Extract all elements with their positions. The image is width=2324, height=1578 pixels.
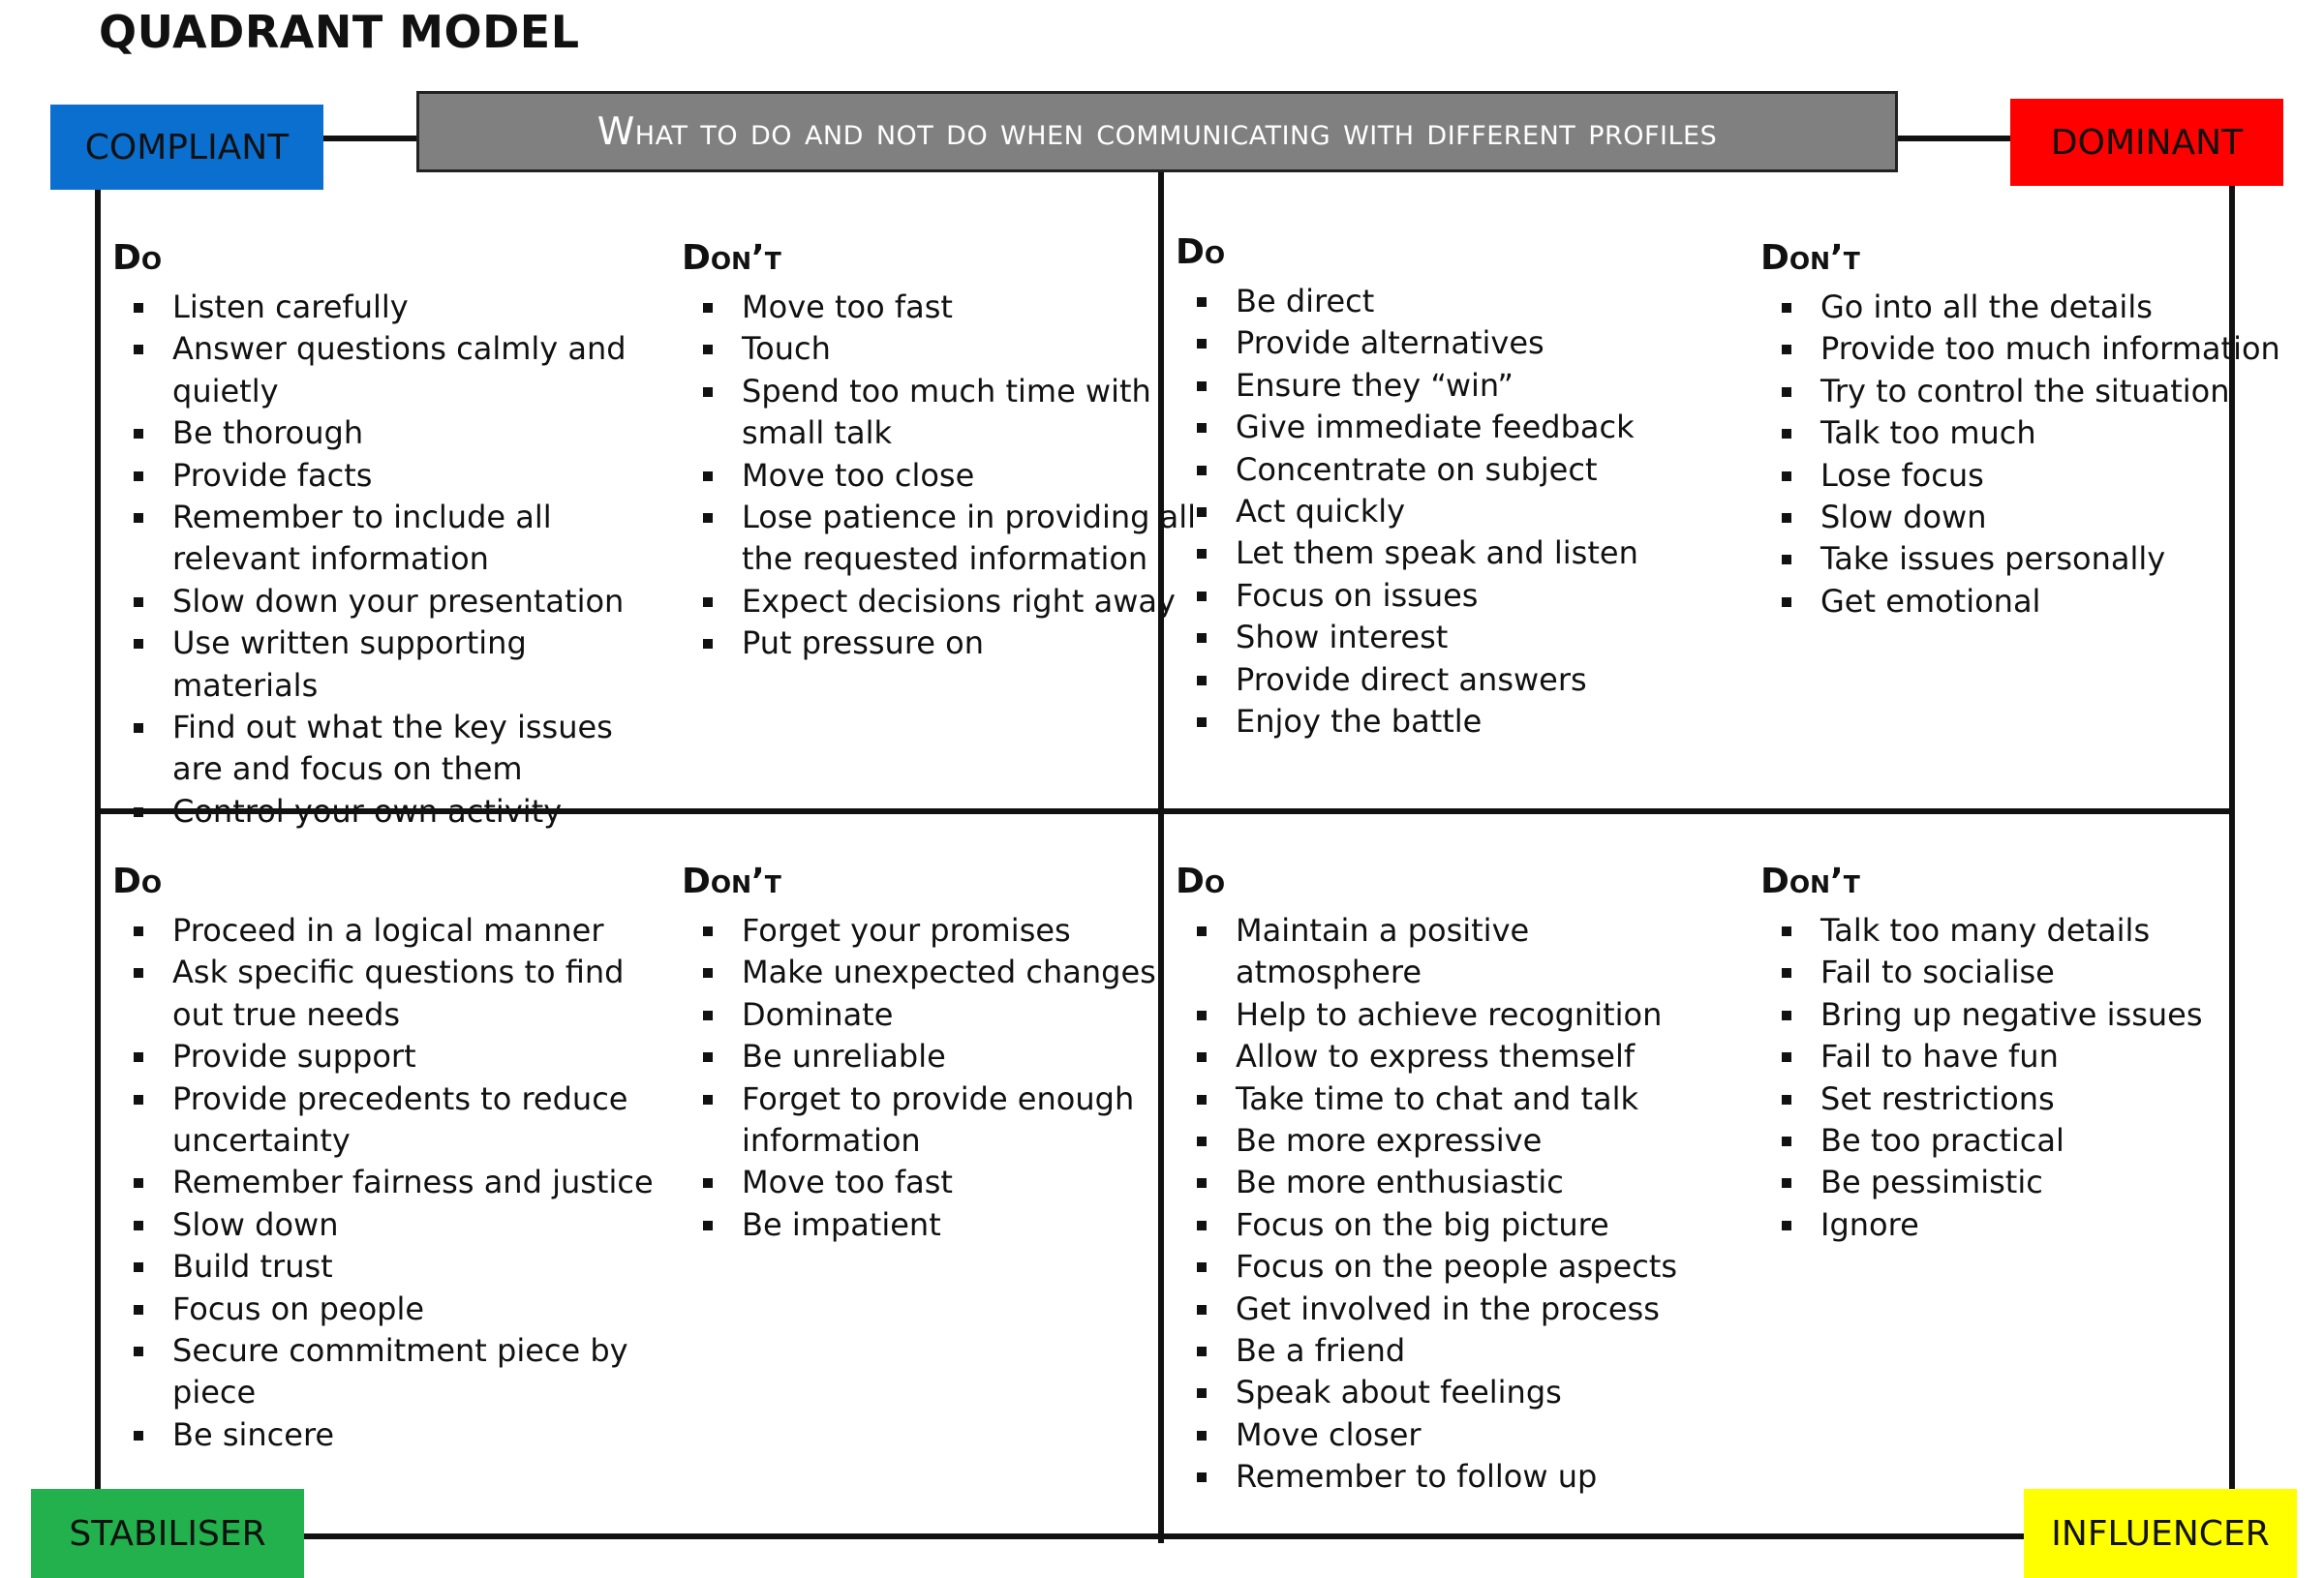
list-item: Talk too many details	[1760, 910, 2303, 952]
list-item: Talk too much	[1760, 412, 2303, 454]
list-item: Ensure they “win”	[1176, 365, 1718, 407]
list-item: Fail to have fun	[1760, 1036, 2303, 1077]
dont-heading: Don’t	[1760, 238, 1860, 278]
list-item: Be a friend	[1176, 1330, 1718, 1372]
list-item: Provide facts	[112, 455, 655, 497]
list-item: Be pessimistic	[1760, 1162, 2303, 1203]
list-item: Allow to express themself	[1176, 1036, 1718, 1077]
stabiliser-do-column	[112, 860, 655, 1456]
list-item: Expect decisions right away	[682, 581, 1224, 622]
list-item: Listen carefully	[112, 287, 655, 328]
list-item: Lose patience in providing all the requested information	[682, 497, 1224, 581]
list-item: Focus on people	[112, 1289, 655, 1330]
list-item: Provide support	[112, 1036, 655, 1077]
list-item: Spend too much time with small talk	[682, 371, 1224, 455]
list-item: Slow down	[1760, 497, 2303, 538]
top-border-left	[323, 136, 420, 141]
list-item: Be sincere	[112, 1414, 655, 1456]
list-item: Try to control the situation	[1760, 371, 2303, 412]
list-item: Secure commitment piece by piece	[112, 1330, 655, 1414]
list-item: Go into all the details	[1760, 287, 2303, 328]
list-item: Forget your promises	[682, 910, 1224, 952]
list-item: Provide too much information	[1760, 328, 2303, 370]
list-item: Get emotional	[1760, 581, 2303, 622]
page-title: QUADRANT MODEL	[99, 6, 580, 58]
list-item: Use written supporting materials	[112, 622, 655, 707]
top-border-right	[1896, 136, 2012, 141]
dont-heading: Don’t	[682, 238, 781, 278]
list-item: Control your own activity	[112, 791, 655, 833]
list-item: Provide alternatives	[1176, 322, 1718, 364]
list-item: Act quickly	[1176, 491, 1718, 532]
stabiliser-dont-list	[682, 910, 1224, 1246]
left-border	[95, 188, 101, 1491]
list-item: Enjoy the battle	[1176, 701, 1718, 743]
dominant-label: DOMINANT	[2010, 99, 2283, 186]
list-item: Be thorough	[112, 412, 655, 454]
list-item: Let them speak and listen	[1176, 532, 1718, 574]
list-item: Give immediate feedback	[1176, 407, 1718, 448]
list-item: Help to achieve recognition	[1176, 994, 1718, 1036]
list-item: Bring up negative issues	[1760, 994, 2303, 1036]
compliant-do-column	[112, 236, 655, 833]
list-item: Proceed in a logical manner	[112, 910, 655, 952]
list-item: Put pressure on	[682, 622, 1224, 664]
list-item: Provide precedents to reduce uncertainty	[112, 1078, 655, 1163]
list-item: Forget to provide enough information	[682, 1078, 1224, 1163]
stabiliser-dont-column	[682, 860, 1224, 1246]
do-heading: Do	[1176, 232, 1226, 272]
list-item: Be unreliable	[682, 1036, 1224, 1077]
list-item: Ask specific questions to find out true needs	[112, 952, 655, 1036]
list-item: Be too practical	[1760, 1120, 2303, 1162]
compliant-dont-list	[682, 287, 1224, 665]
do-heading: Do	[1176, 862, 1226, 901]
stabiliser-label: STABILISER	[31, 1489, 304, 1578]
list-item: Find out what the key issues are and focus on them	[112, 707, 655, 791]
dominant-dont-column	[1760, 236, 2303, 622]
dominant-do-list	[1176, 281, 1718, 743]
list-item: Remember fairness and justice	[112, 1162, 655, 1203]
dominant-do-column	[1176, 230, 1718, 743]
dominant-dont-list	[1760, 287, 2303, 622]
list-item: Build trust	[112, 1246, 655, 1288]
compliant-label: COMPLIANT	[50, 105, 323, 190]
list-item: Provide direct answers	[1176, 659, 1718, 701]
list-item: Move closer	[1176, 1414, 1718, 1456]
stabiliser-do-list	[112, 910, 655, 1456]
list-item: Show interest	[1176, 617, 1718, 658]
compliant-dont-column	[682, 236, 1224, 665]
list-item: Move too close	[682, 455, 1224, 497]
list-item: Focus on the big picture	[1176, 1204, 1718, 1246]
do-heading: Do	[112, 862, 163, 901]
dont-heading: Don’t	[682, 862, 781, 901]
dont-heading: Don’t	[1760, 862, 1860, 901]
list-item: Fail to socialise	[1760, 952, 2303, 993]
influencer-dont-column	[1760, 860, 2303, 1246]
influencer-do-column	[1176, 860, 1718, 1499]
list-item: Move too fast	[682, 287, 1224, 328]
list-item: Slow down	[112, 1204, 655, 1246]
list-item: Be direct	[1176, 281, 1718, 322]
bottom-border	[302, 1533, 2026, 1539]
list-item: Take issues personally	[1760, 538, 2303, 580]
list-item: Maintain a positive atmosphere	[1176, 910, 1718, 994]
influencer-do-list	[1176, 910, 1718, 1499]
list-item: Touch	[682, 328, 1224, 370]
list-item: Get involved in the process	[1176, 1289, 1718, 1330]
list-item: Set restrictions	[1760, 1078, 2303, 1120]
list-item: Make unexpected changes	[682, 952, 1224, 993]
list-item: Focus on issues	[1176, 575, 1718, 617]
list-item: Be impatient	[682, 1204, 1224, 1246]
list-item: Remember to include all relevant information	[112, 497, 655, 581]
compliant-do-list	[112, 287, 655, 833]
list-item: Lose focus	[1760, 455, 2303, 497]
influencer-dont-list	[1760, 910, 2303, 1246]
list-item: Remember to follow up	[1176, 1456, 1718, 1498]
list-item: Speak about feelings	[1176, 1372, 1718, 1413]
list-item: Take time to chat and talk	[1176, 1078, 1718, 1120]
do-heading: Do	[112, 238, 163, 278]
list-item: Answer questions calmly and quietly	[112, 328, 655, 412]
list-item: Be more expressive	[1176, 1120, 1718, 1162]
banner-title: What to do and not do when communicating with different profiles	[416, 91, 1898, 172]
list-item: Move too fast	[682, 1162, 1224, 1203]
list-item: Be more enthusiastic	[1176, 1162, 1718, 1203]
list-item: Dominate	[682, 994, 1224, 1036]
influencer-label: INFLUENCER	[2024, 1489, 2297, 1578]
list-item: Concentrate on subject	[1176, 449, 1718, 491]
list-item: Focus on the people aspects	[1176, 1246, 1718, 1288]
list-item: Ignore	[1760, 1204, 2303, 1246]
list-item: Slow down your presentation	[112, 581, 655, 622]
